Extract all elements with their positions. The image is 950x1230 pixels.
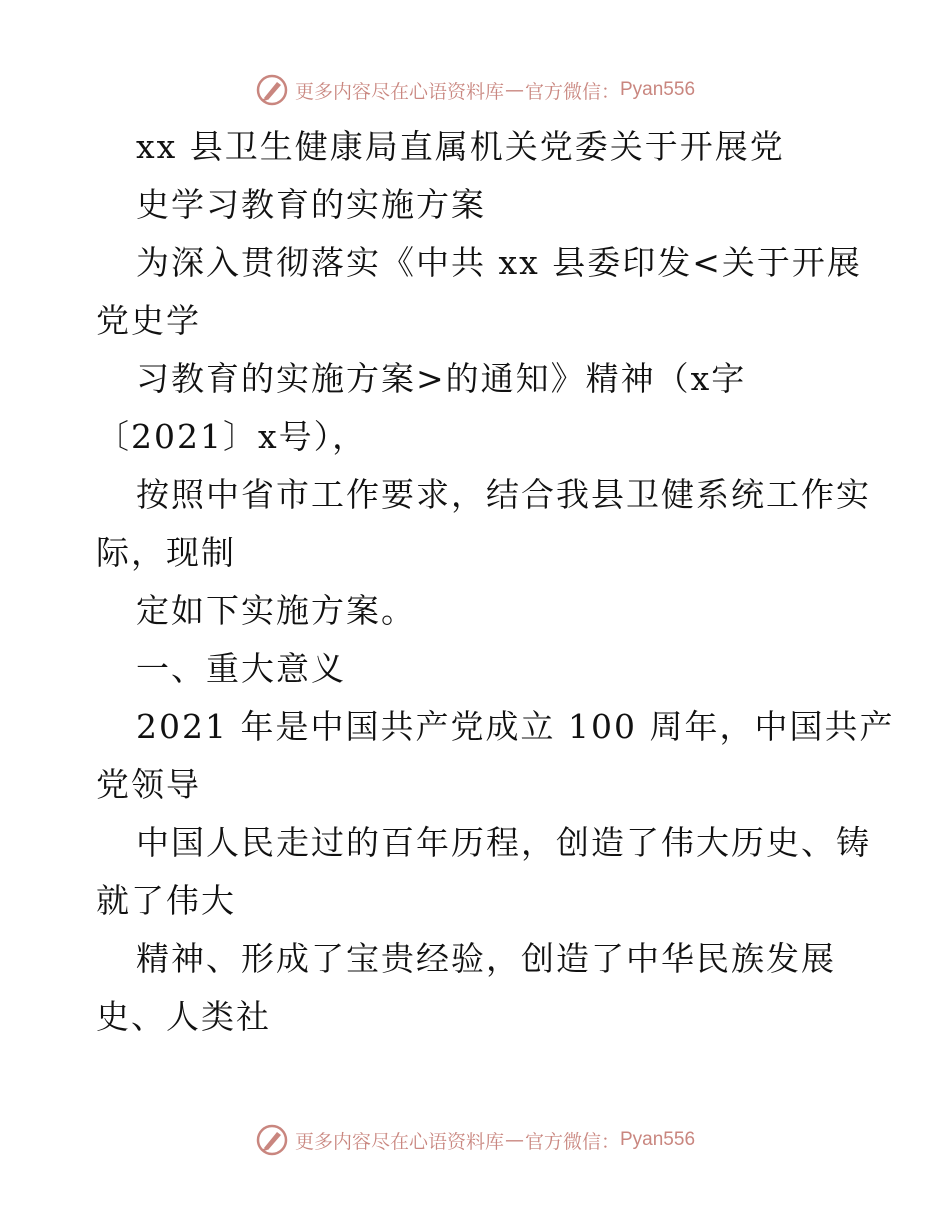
text-line: 定如下实施方案。 bbox=[136, 591, 416, 630]
text-line: 就了伟大 bbox=[96, 881, 236, 920]
watermark-wechat-label: 官方微信： bbox=[524, 80, 620, 103]
footer-watermark bbox=[0, 1120, 950, 1160]
text-line: 史学习教育的实施方案 bbox=[136, 185, 486, 224]
watermark-main-text: 更多内容尽在心语资料库 bbox=[294, 80, 504, 103]
watermark-wechat-label: 官方微信： bbox=[524, 1130, 620, 1153]
quill-pen-logo-icon bbox=[255, 73, 289, 107]
text-line: 党史学 bbox=[96, 301, 201, 340]
text-line: 2021 年是中国共产党成立 100 周年，中国共产 bbox=[136, 707, 895, 746]
text-line: 际，现制 bbox=[96, 533, 236, 572]
text-line: 〔2021〕x号）， bbox=[96, 417, 368, 456]
quill-pen-logo-icon bbox=[255, 1123, 289, 1157]
watermark-dash: — bbox=[504, 1129, 524, 1151]
header-watermark bbox=[0, 70, 950, 110]
watermark-main-text: 更多内容尽在心语资料库 bbox=[294, 1130, 504, 1153]
text-line: 为深入贯彻落实《中共 xx 县委印发<关于开展 bbox=[136, 243, 862, 282]
text-line: xx 县卫生健康局直属机关党委关于开展党 bbox=[136, 127, 785, 166]
text-line: 按照中省市工作要求，结合我县卫健系统工作实 bbox=[136, 475, 871, 514]
watermark-wechat-id: Pyan556 bbox=[620, 79, 696, 100]
text-line: 习教育的实施方案>的通知》精神（x字 bbox=[136, 359, 747, 398]
watermark-wechat-id: Pyan556 bbox=[620, 1129, 696, 1150]
text-line: 精神、形成了宝贵经验，创造了中华民族发展 bbox=[136, 939, 836, 978]
text-line: 史、人类社 bbox=[96, 997, 271, 1036]
text-line: 党领导 bbox=[96, 765, 201, 804]
text-line: 中国人民走过的百年历程，创造了伟大历史、铸 bbox=[136, 823, 871, 862]
watermark-dash: — bbox=[504, 79, 524, 101]
document-body bbox=[96, 118, 895, 1046]
text-line: 一、重大意义 bbox=[136, 649, 346, 688]
